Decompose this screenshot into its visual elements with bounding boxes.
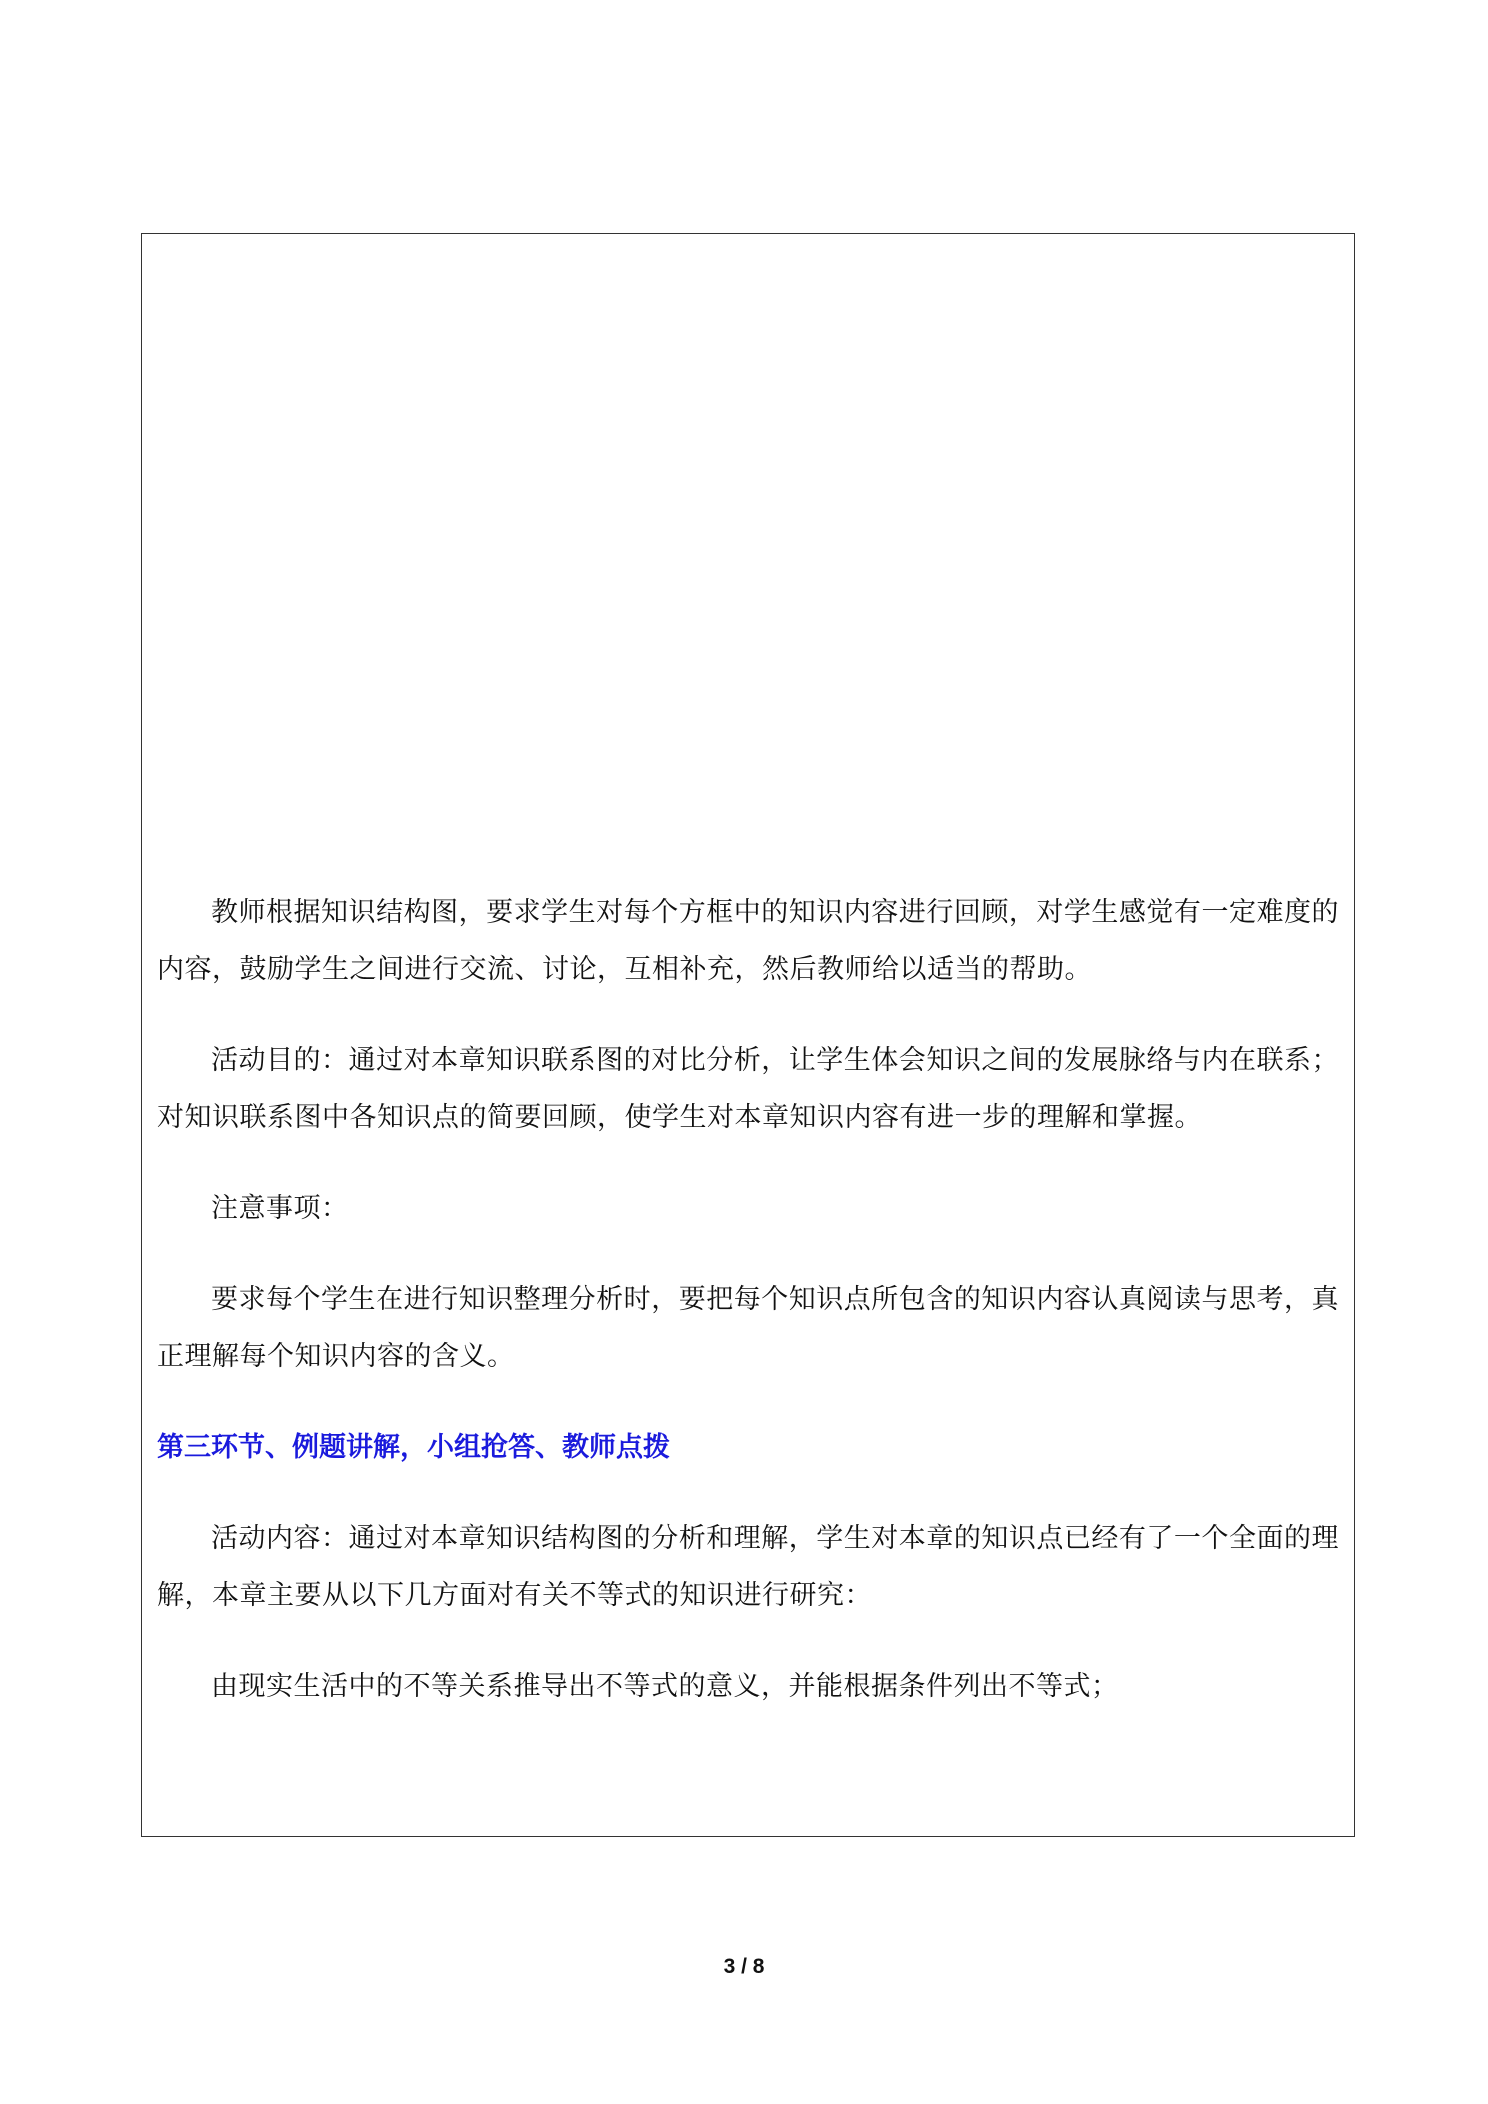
paragraph-notes: 要求每个学生在进行知识整理分析时，要把每个知识点所包含的知识内容认真阅读与思考，真正理解每个知识内容的含义。 bbox=[157, 1284, 1339, 1372]
paragraph-activity-goal: 活动目的：通过对本章知识联系图的对比分析，让学生体会知识之间的发展脉络与内在联系；对知识联系图中各知识点的简要回顾，使学生对本章知识内容有进一步的理解和掌握。 bbox=[157, 1045, 1339, 1133]
paragraph-notes-label: 注意事项： bbox=[211, 1193, 349, 1224]
paragraph-review: 教师根据知识结构图，要求学生对每个方框中的知识内容进行回顾，对学生感觉有一定难度的内容，鼓励学生之间进行交流、讨论，互相补充，然后教师给以适当的帮助。 bbox=[157, 897, 1339, 985]
paragraph-inequality-meaning: 由现实生活中的不等关系推导出不等式的意义，并能根据条件列出不等式； bbox=[211, 1671, 1119, 1702]
page-number: 3 / 8 bbox=[723, 1955, 765, 1978]
paragraph-activity-content: 活动内容：通过对本章知识结构图的分析和理解，学生对本章的知识点已经有了一个全面的理解，本章主要从以下几方面对有关不等式的知识进行研究： bbox=[157, 1523, 1339, 1611]
section-heading: 第三环节、例题讲解，小组抢答、教师点拨 bbox=[157, 1432, 670, 1463]
content-body bbox=[157, 884, 1339, 1749]
content-frame bbox=[141, 233, 1355, 1837]
